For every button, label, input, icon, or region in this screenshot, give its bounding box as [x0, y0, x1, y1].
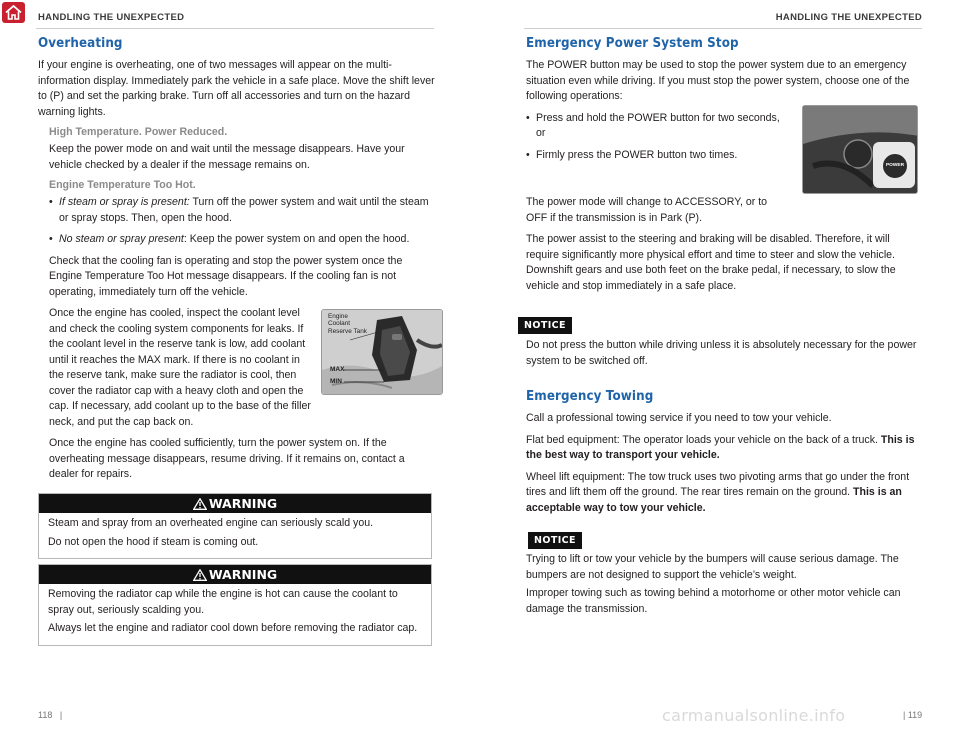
warning-steam-line2: Do not open the hood if steam is coming out.	[48, 535, 259, 548]
power-button-figure	[802, 105, 918, 194]
left-page	[38, 36, 436, 489]
bullet-steam-present-text: Turn off the power system and wait until the steam or spray stops. Then, open the hood.	[59, 196, 429, 224]
overheating-intro: If your engine is overheating, one of two messages will appear on the multi-information display. Immediately park the vehicle in a safe place. Move the shift lever to (P) and set the parking brake. Turn off all accessories and turn on the hazard warning lights.	[38, 59, 435, 118]
watermark: carmanualsonline.info	[662, 706, 846, 725]
flatbed-equipment	[526, 433, 918, 464]
message-high-temperature-heading: High Temperature. Power Reduced.	[49, 126, 228, 138]
bullet-steam-present	[49, 195, 436, 226]
warning-title: WARNING	[208, 496, 278, 511]
warning-radiator-line1: Removing the radiator cap while the engine is hot can cause the coolant to spray out, seriously scalding you.	[48, 588, 398, 616]
flatbed-text: Flat bed equipment: The operator loads your vehicle on the back of a truck.	[526, 433, 878, 446]
coolant-reserve-tank-figure	[321, 309, 443, 395]
bullet-no-steam-lead: No steam or spray present	[59, 233, 184, 245]
cooling-fan-check: Check that the cooling fan is operating and stop the power system once the Engine Temperature Too Hot message disappears. If the cooling fan is not operating, immediately turn off the vehicle.	[49, 254, 403, 298]
wheel-lift-equipment	[526, 470, 918, 517]
warning-banner	[39, 494, 431, 513]
bullet-press-hold: • Press and hold the POWER button for two seconds, or	[526, 111, 788, 142]
power-mode-change: The power mode will change to ACCESSORY, or to OFF if the transmission is in Park (P).	[526, 196, 768, 224]
warning-banner	[39, 565, 431, 584]
notice-towing-line1: Trying to lift or tow your vehicle by the bumpers will cause serious damage. The bumpers are not designed to support the vehicle’s weight.	[526, 553, 899, 581]
message-too-hot-heading: Engine Temperature Too Hot.	[49, 179, 196, 191]
bullet-press-twice: • Firmly press the POWER button two times.	[526, 148, 788, 164]
warning-title: WARNING	[208, 567, 278, 582]
header-divider-right	[524, 28, 922, 29]
wheel-lift-emphasis: This is an acceptable way to tow your vehicle.	[526, 486, 902, 514]
towing-intro: Call a professional towing service if you need to tow your vehicle.	[526, 412, 832, 424]
bullet-steam-present-lead: If steam or spray is present:	[59, 196, 190, 208]
overheating-title: Overheating	[38, 36, 123, 51]
page-number-left: 118 |	[38, 710, 63, 720]
notice-towing-text	[526, 552, 918, 620]
notice-power-body: Do not press the button while driving unless it is absolutely necessary for the power system to be switched off.	[526, 339, 917, 367]
warning-radiator-line2: Always let the engine and radiator cool down before removing the radiator cap.	[48, 622, 418, 634]
warning-triangle-icon	[193, 569, 207, 581]
notice-badge: NOTICE	[518, 317, 572, 334]
coolant-inspection-text: Once the engine has cooled, inspect the coolant level and check the cooling system components for leaks. If the coolant level in the reserve tank is low, add coolant until it reaches the MAX mark. If there is no coolant in the reserve tank, make sure the radiator is cool, then cover the radiator cap with a heavy cloth and open the cap. If necessary, add coolant up to the base of the filler neck, and put the cap back on.	[49, 307, 311, 428]
wheel-lift-text: Wheel lift equipment: The tow truck uses two pivoting arms that go under the front tires and lift them off the ground. The rear tires remain on the ground.	[526, 470, 910, 498]
home-icon[interactable]	[2, 2, 25, 23]
message-high-temperature-body: Keep the power mode on and wait until the message disappears. Have your vehicle checked by a dealer if the message remains on.	[49, 143, 405, 171]
power-stop-intro: The POWER button may be used to stop the power system due to an emergency situation even while driving. If you must stop the power system, choose one of the following operations:	[526, 59, 910, 102]
page-number-right: | 119	[903, 710, 923, 720]
running-head-left: HANDLING THE UNEXPECTED	[38, 12, 185, 23]
flatbed-emphasis: This is the best way to transport your vehicle.	[526, 433, 915, 461]
power-assist-disabled: The power assist to the steering and braking will be disabled. Therefore, it will require significantly more physical effort and time to steer and slow the vehicle. Downshift gears and use both feet on the brake pedal, if necessary, to slow the vehicle and stop immediately in a safe place.	[526, 233, 896, 292]
coolant-tank-callout: Engine Coolant Reserve Tank	[328, 313, 367, 335]
header-divider-left	[36, 28, 434, 29]
emergency-towing-title: Emergency Towing	[526, 389, 654, 404]
warning-box-steam	[38, 493, 432, 559]
bullet-no-steam-text: : Keep the power system on and open the hood.	[183, 233, 410, 245]
power-button-icon	[881, 152, 909, 180]
coolant-max-mark: MAX	[330, 366, 345, 373]
bullet-no-steam	[49, 232, 436, 248]
coolant-section	[49, 306, 436, 430]
warning-box-radiator-cap	[38, 564, 432, 646]
notice-power-text	[526, 338, 918, 372]
notice-towing-line2: Improper towing such as towing behind a motorhome or other motor vehicle can damage the transmission.	[526, 587, 901, 615]
overheating-final: Once the engine has cooled sufficiently, turn the power system on. If the overheating message disappears, resume driving. If it remains on, contact a dealer for repairs.	[49, 437, 405, 480]
notice-badge: NOTICE	[528, 532, 582, 549]
coolant-min-mark: MIN	[330, 378, 342, 385]
emergency-power-stop-title: Emergency Power System Stop	[526, 36, 739, 51]
emergency-towing-section	[526, 389, 918, 522]
warning-steam-line1: Steam and spray from an overheated engine can seriously scald you.	[48, 517, 374, 529]
running-head-right: HANDLING THE UNEXPECTED	[775, 12, 922, 23]
warning-triangle-icon	[193, 498, 207, 510]
power-button-label: POWER	[885, 163, 905, 168]
